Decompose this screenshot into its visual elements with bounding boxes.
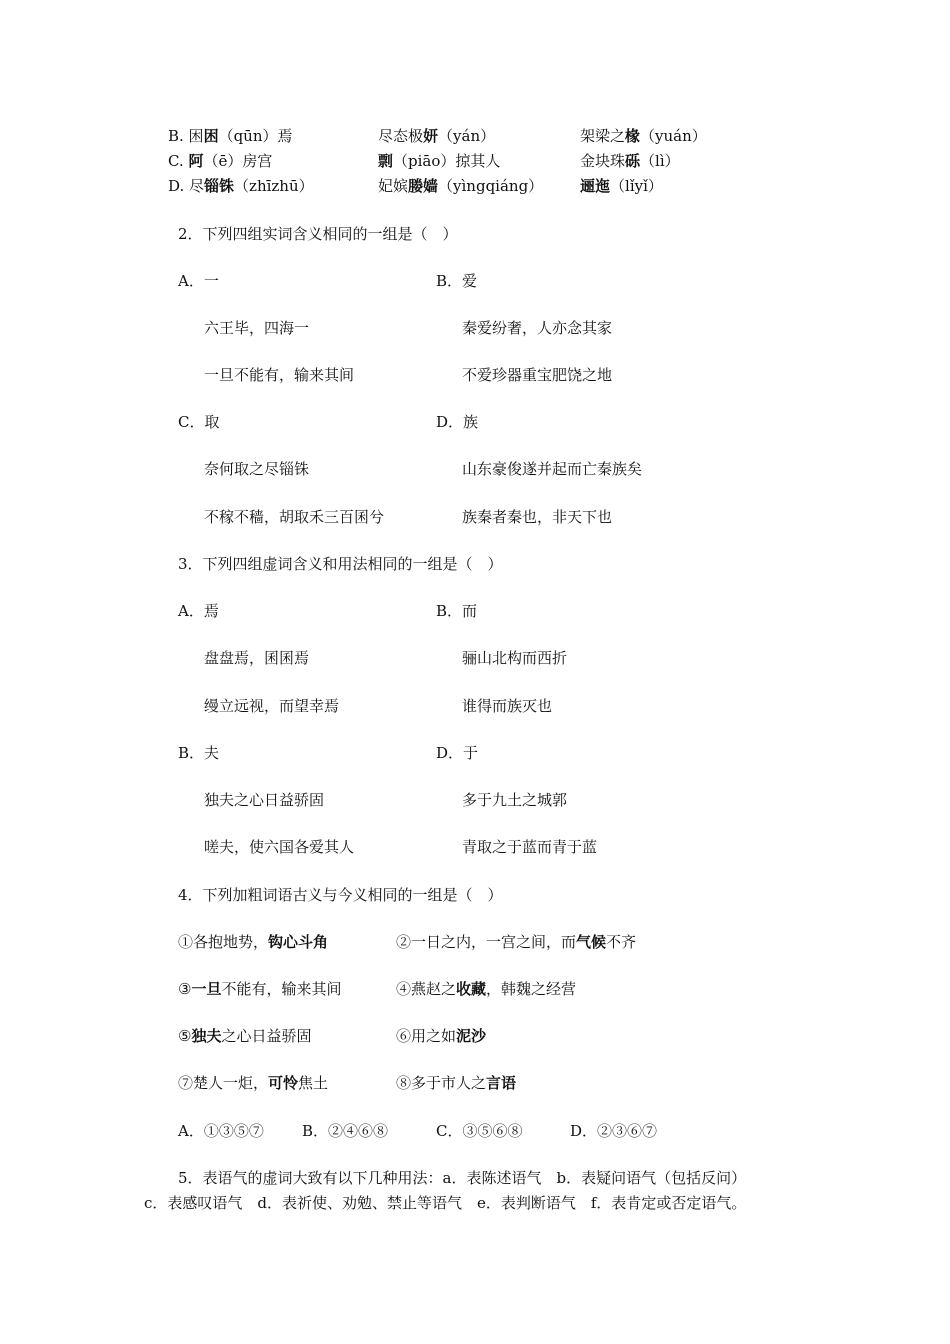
q2-d-label: D．族 — [436, 413, 479, 431]
q4-item-1: ①各抱地势，钩心斗角 — [178, 933, 329, 951]
q3-d1: 多于九土之城郭 — [462, 791, 568, 809]
q1-option-b: B. 困困（qūn）焉 — [168, 127, 293, 145]
q4-item-8: ⑧多于市人之言语 — [396, 1074, 517, 1092]
q4-item-4: ④燕赵之收藏，韩魏之经营 — [396, 980, 577, 998]
q1-option-d-3: 逦迤（lǐyǐ） — [580, 177, 663, 195]
q2-d2: 族秦者秦也，非天下也 — [462, 508, 613, 526]
q3-b1: 骊山北构而西折 — [462, 649, 568, 667]
q4-item-5: ⑤独夫之心日益骄固 — [178, 1027, 312, 1045]
q2-a2: 一旦不能有，输来其间 — [204, 366, 355, 384]
q4-option-c: C．③⑤⑥⑧ — [436, 1122, 523, 1140]
q4-option-a: A．①③⑤⑦ — [178, 1122, 264, 1140]
q2-d1: 山东豪俊遂并起而亡秦族矣 — [462, 460, 643, 478]
q3-b2: 谁得而族灭也 — [462, 697, 553, 715]
q4-item-2: ②一日之内，一宫之间，而气候不齐 — [396, 933, 637, 951]
q3-a2: 缦立远视，而望幸焉 — [204, 697, 340, 715]
q2-c-label: C．取 — [178, 413, 220, 431]
q3-b-label: B．而 — [436, 602, 478, 620]
q2-b1: 秦爱纷奢，人亦念其家 — [462, 319, 613, 337]
q4-item-6: ⑥用之如泥沙 — [396, 1027, 487, 1045]
q1-option-c-3: 金块珠砾（lì） — [580, 152, 680, 170]
q5-line-2: c．表感叹语气 d．表祈使、劝勉、禁止等语气 e．表判断语气 f．表肯定或否定语气。 — [144, 1194, 747, 1212]
q1-option-d: D. 尽锱铢（zhīzhū） — [168, 177, 314, 195]
q3-a1: 盘盘焉，囷囷焉 — [204, 649, 310, 667]
q3-a-label: A．焉 — [178, 602, 219, 620]
q1-option-d-2: 妃嫔媵嫱（yìngqiáng） — [378, 177, 544, 195]
q2-title: 2．下列四组实词含义相同的一组是（ ） — [178, 225, 458, 243]
q1-option-b-2: 尽态极妍（yán） — [378, 127, 496, 145]
q1-option-c-2: 剽（piāo）掠其人 — [378, 152, 501, 170]
q1-option-b-3: 架梁之椽（yuán） — [580, 127, 707, 145]
q1-option-c: C. 阿（ē）房宫 — [168, 152, 273, 170]
q3-c-label: B．夫 — [178, 744, 220, 762]
q3-c1: 独夫之心日益骄固 — [204, 791, 325, 809]
q4-item-7: ⑦楚人一炬，可怜焦土 — [178, 1074, 329, 1092]
q5-line-1: 5．表语气的虚词大致有以下几种用法：a．表陈述语气 b．表疑问语气（包括反问） — [178, 1169, 747, 1187]
q4-item-3: ③一旦不能有，输来其间 — [178, 980, 342, 998]
q2-c2: 不稼不穑，胡取禾三百囷兮 — [204, 508, 385, 526]
q2-a1: 六王毕，四海一 — [204, 319, 310, 337]
q2-b-label: B．爱 — [436, 272, 478, 290]
q3-c2: 嗟夫，使六国各爱其人 — [204, 838, 355, 856]
q4-option-b: B．②④⑥⑧ — [302, 1122, 389, 1140]
q4-option-d: D．②③⑥⑦ — [570, 1122, 658, 1140]
q3-d-label: D．于 — [436, 744, 479, 762]
q3-d2: 青取之于蓝而青于蓝 — [462, 838, 598, 856]
q2-b2: 不爱珍器重宝肥饶之地 — [462, 366, 613, 384]
q3-title: 3．下列四组虚词含义和用法相同的一组是（ ） — [178, 555, 503, 573]
q2-a-label: A．一 — [178, 272, 219, 290]
q4-title: 4．下列加粗词语古义与今义相同的一组是（ ） — [178, 886, 503, 904]
q2-c1: 奈何取之尽锱铢 — [204, 460, 310, 478]
